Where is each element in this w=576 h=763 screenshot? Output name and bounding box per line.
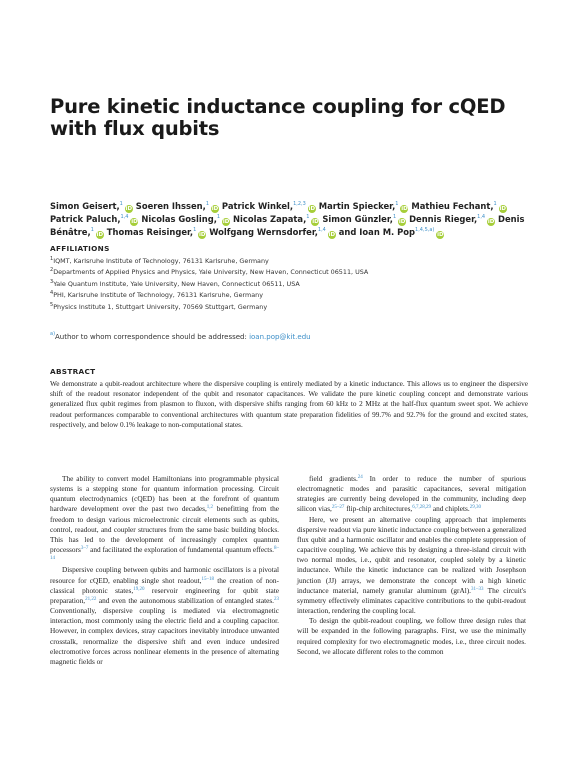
paragraph-text: The ability to convert model Hamiltonians into programmable physical systems is a stepping stone for quantum information processing. Circuit quantum electrodynamics (cQED) has been at the forefront of quantum hardware development over the past two decades, — [50, 474, 279, 514]
citation-link[interactable]: 15–18 — [201, 576, 214, 582]
author-list — [50, 200, 540, 240]
affiliation-text: Departments of Applied Physics and Physics, Yale University, New Haven, Connecticut 06511, USA — [53, 268, 369, 277]
author — [209, 227, 336, 237]
orcid-icon[interactable]: iD — [398, 219, 406, 226]
affiliation-number: 2 — [50, 267, 54, 274]
orcid-icon[interactable]: iD — [211, 206, 219, 212]
affiliation-item — [50, 290, 540, 301]
author-name: Soeren Ihssen, — [135, 201, 206, 211]
author-name: Martin Spiecker, — [318, 201, 396, 211]
author-name: and Ioan M. Pop — [338, 227, 416, 238]
citation-link[interactable]: 29,30 — [469, 505, 481, 511]
citation-link[interactable]: 24 — [357, 475, 363, 480]
author — [319, 201, 409, 211]
author-affiliation-mark: 1 — [216, 214, 221, 221]
author-affiliation-mark: 1 — [306, 214, 310, 221]
body-paragraph — [50, 474, 279, 565]
author-name: Nicolas Gosling, — [141, 214, 217, 225]
paragraph-text: and even the autonomous stabilization of entangled states. — [96, 595, 274, 605]
orcid-icon[interactable]: iD — [308, 206, 316, 212]
affiliation-number: 3 — [50, 278, 54, 285]
citation-link[interactable]: 1,2 — [206, 505, 214, 511]
author — [339, 227, 445, 237]
paragraph-text: benefitting from the freedom to design various microelectronic circuit elements such as qubits, control, readout, and coupler structures from the same basic building blocks. This has led to the development of increasingly complex quantum processors — [50, 504, 279, 555]
orcid-icon[interactable]: iD — [312, 219, 319, 226]
author-affiliation-mark: 1 — [392, 214, 397, 221]
affiliation-number: 5 — [50, 301, 54, 308]
paragraph-text: The circuit's symmetry effectively eliminates capacitive contributions to the qubit-readout interaction, rendering the coupling local. — [297, 585, 526, 616]
paragraph-text: and facilitated the exploration of fundamental quantum effects. — [88, 545, 274, 555]
citation-link[interactable]: 25–27 — [331, 505, 345, 511]
paragraph-text: reservoir engineering for qubit state preparation, — [50, 585, 280, 605]
author-name: Patrick Winkel, — [221, 201, 294, 211]
author-name: Mathieu Fechant, — [411, 201, 494, 211]
citation-link[interactable]: 6,7,28,29 — [412, 505, 431, 511]
orcid-icon[interactable]: iD — [487, 219, 495, 226]
orcid-icon[interactable]: iD — [96, 232, 104, 239]
author — [50, 214, 138, 224]
affiliation-item — [50, 279, 540, 290]
paragraph-text: flip-chip architectures, — [344, 504, 413, 514]
author-affiliation-mark: 1 — [90, 227, 94, 234]
author-affiliation-mark: 1,4 — [477, 214, 486, 221]
correspondence-text: Author to whom correspondence should be addressed: — [55, 333, 250, 341]
citation-link[interactable]: 3–7 — [80, 546, 89, 552]
author-affiliation-mark: 1 — [395, 201, 399, 207]
orcid-icon[interactable]: iD — [499, 206, 506, 212]
author — [107, 227, 206, 237]
author — [141, 214, 230, 224]
affiliation-item — [50, 256, 540, 267]
paragraph-text: Dispersive coupling between qubits and harmonic oscillators is a pivotal resource for cQED, enabling single shot readout, — [50, 565, 279, 585]
body-paragraph — [297, 474, 526, 515]
paragraph-text: Here, we present an alternative coupling approach that implements dispersive readout via pure kinetic inductance coupling between a generalized flux qubit and a harmonic oscillator and enables the complete suppression of capacitive coupling. We achieve this by designing a three-island circuit with two normal modes, i.e., qubit and resonator, coupled solely by a kinetic inductance. While the kinetic inductance can be realized with Josephson junction (JJ) arrays, we demonstrate the concept with a high kinetic inductance material, namely granular aluminum (grAl). — [297, 514, 526, 595]
citation-link[interactable]: 23 — [274, 596, 279, 602]
author-name: Denis Bénâtre, — [50, 214, 525, 238]
author-affiliation-mark: 1 — [205, 201, 209, 207]
orcid-icon[interactable]: iD — [199, 232, 206, 239]
orcid-icon[interactable]: iD — [401, 206, 408, 212]
orcid-icon[interactable]: iD — [328, 232, 336, 239]
author — [409, 214, 495, 224]
affiliation-text: IQMT, Karlsruhe Institute of Technology, 76131 Karlsruhe, Germany — [53, 257, 269, 265]
author-affiliation-mark: 1,4 — [120, 214, 129, 221]
orcid-icon[interactable]: iD — [131, 219, 138, 226]
author-name: Simon Geisert, — [50, 201, 120, 211]
citation-link[interactable]: 19,20 — [133, 586, 145, 592]
author-affiliation-mark: 1,4 — [317, 227, 326, 234]
author-affiliation-mark: 1,2,3 — [293, 201, 306, 207]
body-paragraph — [297, 515, 526, 617]
author-affiliation-mark: 1 — [493, 201, 497, 207]
author — [136, 201, 219, 211]
citation-link[interactable]: 8–14 — [50, 546, 279, 562]
paragraph-text: and chiplets. — [431, 504, 470, 514]
orcid-icon[interactable]: iD — [437, 232, 444, 239]
author-name: Nicolas Zapata, — [233, 214, 307, 225]
orcid-icon[interactable]: iD — [222, 219, 230, 226]
author — [233, 214, 319, 224]
affiliation-item — [50, 302, 540, 313]
citation-link[interactable]: 31–33 — [471, 586, 484, 592]
body-column-right — [297, 474, 526, 657]
author-affiliation-mark: 1 — [119, 201, 123, 207]
affiliations-heading: AFFILIATIONS — [50, 244, 110, 253]
paragraph-text: In order to reduce the number of spurious electromagnetic modes and parasitic capacitances, several mitigation strategies are currently being developed in the community, including deep silicon vias, — [297, 474, 526, 514]
paragraph-text: To design the qubit-readout coupling, we follow three design rules that will be expanded in the following paragraphs. First, we use the minimally required complexity for two electromagnetic modes, i.e., three circuit nodes. Second, we allocate different roles to the common — [297, 616, 526, 656]
paper-title: Pure kinetic inductance coupling for cQED with flux qubits — [50, 95, 506, 140]
body-paragraph — [50, 565, 279, 667]
affiliation-number: 1 — [50, 256, 54, 262]
author-affiliation-mark: 1 — [193, 227, 197, 234]
affiliations-list — [50, 256, 540, 313]
author-name: Dennis Rieger, — [409, 214, 478, 225]
affiliation-text: Yale Quantum Institute, Yale University, New Haven, Connecticut 06511, USA — [53, 279, 300, 288]
author-name: Wolfgang Wernsdorfer, — [209, 227, 318, 238]
abstract-text: We demonstrate a qubit-readout architecture where the dispersive coupling is entirely mediated by a kinetic inductance. This allows us to engineer the dispersive shift of the readout resonator independent of the qubit and resonator capacitances. We validate the pure kinetic coupling concept and demonstrate various generalized flux qubit regimes from plasmon to fluxon, with dispersive shifts ranging from 60 kHz to 2 MHz at the half-flux quantum sweet spot. We achieve readout performances comparable to conventional architectures with quantum state preparation fidelities of 99.7% and 92.7% for the ground and excited states, respectively, and below 0.1% leakage to non-computational states. — [50, 380, 528, 429]
correspondence-mark: a) — [50, 331, 56, 337]
author-name: Thomas Reisinger, — [106, 227, 194, 238]
orcid-icon[interactable]: iD — [125, 206, 133, 212]
affiliation-number: 4 — [50, 290, 54, 297]
body-paragraph — [297, 616, 526, 657]
affiliation-text: Physics Institute 1, Stuttgart University, 70569 Stuttgart, Germany — [53, 302, 268, 311]
paragraph-text: the creation of non-classical photonic states, — [50, 575, 279, 595]
citation-link[interactable]: 21,22 — [85, 596, 97, 602]
affiliation-text: PHI, Karlsruhe Institute of Technology, 76131 Karlsruhe, Germany — [53, 291, 264, 300]
correspondence-note — [50, 333, 311, 341]
correspondence-email-link[interactable]: ioan.pop@kit.edu — [249, 333, 311, 341]
author-name: Simon Günzler, — [322, 214, 393, 225]
affiliation-item — [50, 267, 540, 278]
author — [322, 214, 406, 224]
paragraph-text: Conventionally, dispersive coupling is mediated via electromagnetic interaction, most commonly using the electric field and a coupling capacitor. However, in complex devices, stray capacitors inevitably introduce unwanted crosstalk, renormalize the dispersive shift and even induce undesired electromotive forces across nonlinear elements in the presence of alternating magnetic fields or — [50, 606, 279, 666]
author — [222, 201, 316, 211]
author — [50, 201, 133, 211]
author — [411, 201, 506, 211]
author-name: Patrick Paluch, — [50, 214, 121, 225]
author-affiliation-mark: 1,4,5,a) — [415, 227, 435, 234]
paragraph-text: field gradients. — [309, 474, 358, 483]
body-column-left — [50, 474, 279, 667]
abstract-heading: ABSTRACT — [50, 367, 96, 376]
